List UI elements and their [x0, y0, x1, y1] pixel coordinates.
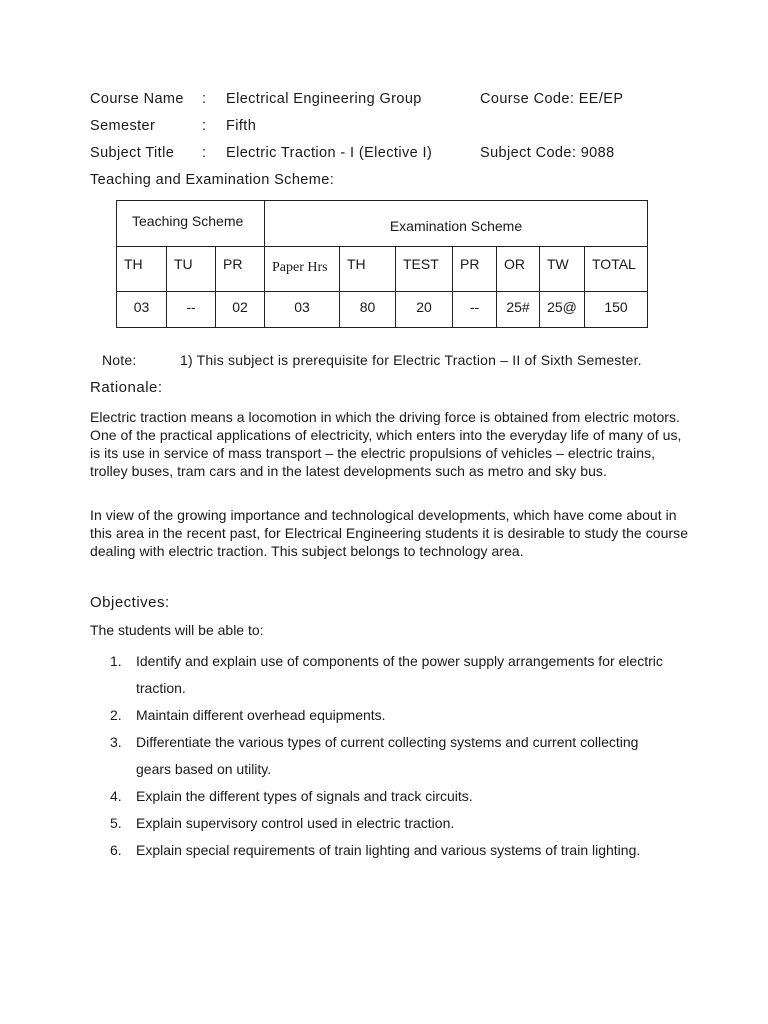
objective-text: Explain special requirements of train lighting and various systems of train lighting. — [136, 842, 641, 858]
objective-text: Maintain different overhead equipments. — [136, 707, 386, 723]
rationale-heading: Rationale: — [90, 379, 163, 396]
semester-label: Semester — [90, 118, 156, 134]
scheme-table — [116, 200, 648, 328]
note-label: Note: — [102, 352, 137, 368]
subject-title-value: Electric Traction - I (Elective I) — [226, 145, 433, 161]
col-header: TEST — [396, 247, 453, 292]
table-cell: -- — [167, 292, 216, 328]
objective-text: Explain the different types of signals and track circuits. — [136, 788, 473, 804]
rationale-paragraph-1: Electric traction means a locomotion in which the driving force is obtained from electric motors. One of the practical applications of electricity, which enters into the everyday life of many of us, is its use in service of mass transport – the electric propulsions of vehicles – electric trains, trolley buses, tram cars and in the latest developments such as metro and sky bus. — [90, 409, 682, 479]
col-header: PR — [453, 247, 497, 292]
list-item: 5. Explain supervisory control used in electric traction. — [110, 815, 455, 831]
list-item: 3. Differentiate the various types of current collecting systems and current collecting gears based on utility. — [110, 734, 639, 777]
list-item: 2. Maintain different overhead equipments. — [110, 707, 386, 723]
course-name-value: Electrical Engineering Group — [226, 91, 422, 107]
col-header: PR — [216, 247, 265, 292]
note — [102, 352, 642, 368]
col-header: TH — [340, 247, 396, 292]
scheme-title: Teaching and Examination Scheme: — [90, 172, 335, 188]
table-cell: 03 — [265, 292, 340, 328]
colon: : — [202, 118, 207, 134]
table-cell: -- — [453, 292, 497, 328]
col-header: OR — [497, 247, 540, 292]
examination-scheme-header: Examination Scheme — [265, 201, 648, 247]
note-text: 1) This subject is prerequisite for Electric Traction – II of Sixth Semester. — [180, 352, 642, 368]
colon: : — [202, 91, 207, 107]
objectives-intro: The students will be able to: — [90, 622, 264, 638]
course-code: Course Code: EE/EP — [480, 91, 624, 107]
colon: : — [202, 145, 207, 161]
list-item: 1. Identify and explain use of components of the power supply arrangements for electric traction. — [110, 653, 663, 696]
rationale-paragraph-2: In view of the growing importance and technological developments, which have come about in this area in the recent past, for Electrical Engineering students it is desirable to study the course dealing with electric traction. This subject belongs to technology area. — [90, 507, 689, 559]
objective-text: Differentiate the various types of current collecting systems and current collecting gears based on utility. — [136, 734, 639, 777]
table-cell: 20 — [396, 292, 453, 328]
col-header: Paper Hrs — [265, 247, 340, 292]
objectives-heading: Objectives: — [90, 594, 170, 611]
table-cell: 150 — [585, 292, 648, 328]
subject-code: Subject Code: 9088 — [480, 145, 615, 161]
objective-text: Identify and explain use of components of the power supply arrangements for electric traction. — [136, 653, 663, 696]
table-cell: 25# — [497, 292, 540, 328]
col-header: TW — [540, 247, 585, 292]
col-header: TU — [167, 247, 216, 292]
col-header: TOTAL — [585, 247, 648, 292]
objective-text: Explain supervisory control used in electric traction. — [136, 815, 455, 831]
course-name-label: Course Name — [90, 91, 184, 107]
teaching-scheme-header: Teaching Scheme — [117, 201, 265, 247]
objectives-list — [110, 648, 670, 864]
col-header: TH — [117, 247, 167, 292]
list-item: 4. Explain the different types of signals and track circuits. — [110, 788, 473, 804]
table-cell: 25@ — [540, 292, 585, 328]
table-cell: 03 — [117, 292, 167, 328]
table-cell: 80 — [340, 292, 396, 328]
list-item: 6. Explain special requirements of train lighting and various systems of train lighting. — [110, 842, 641, 858]
semester-value: Fifth — [226, 118, 257, 134]
table-cell: 02 — [216, 292, 265, 328]
subject-title-label: Subject Title — [90, 145, 175, 161]
